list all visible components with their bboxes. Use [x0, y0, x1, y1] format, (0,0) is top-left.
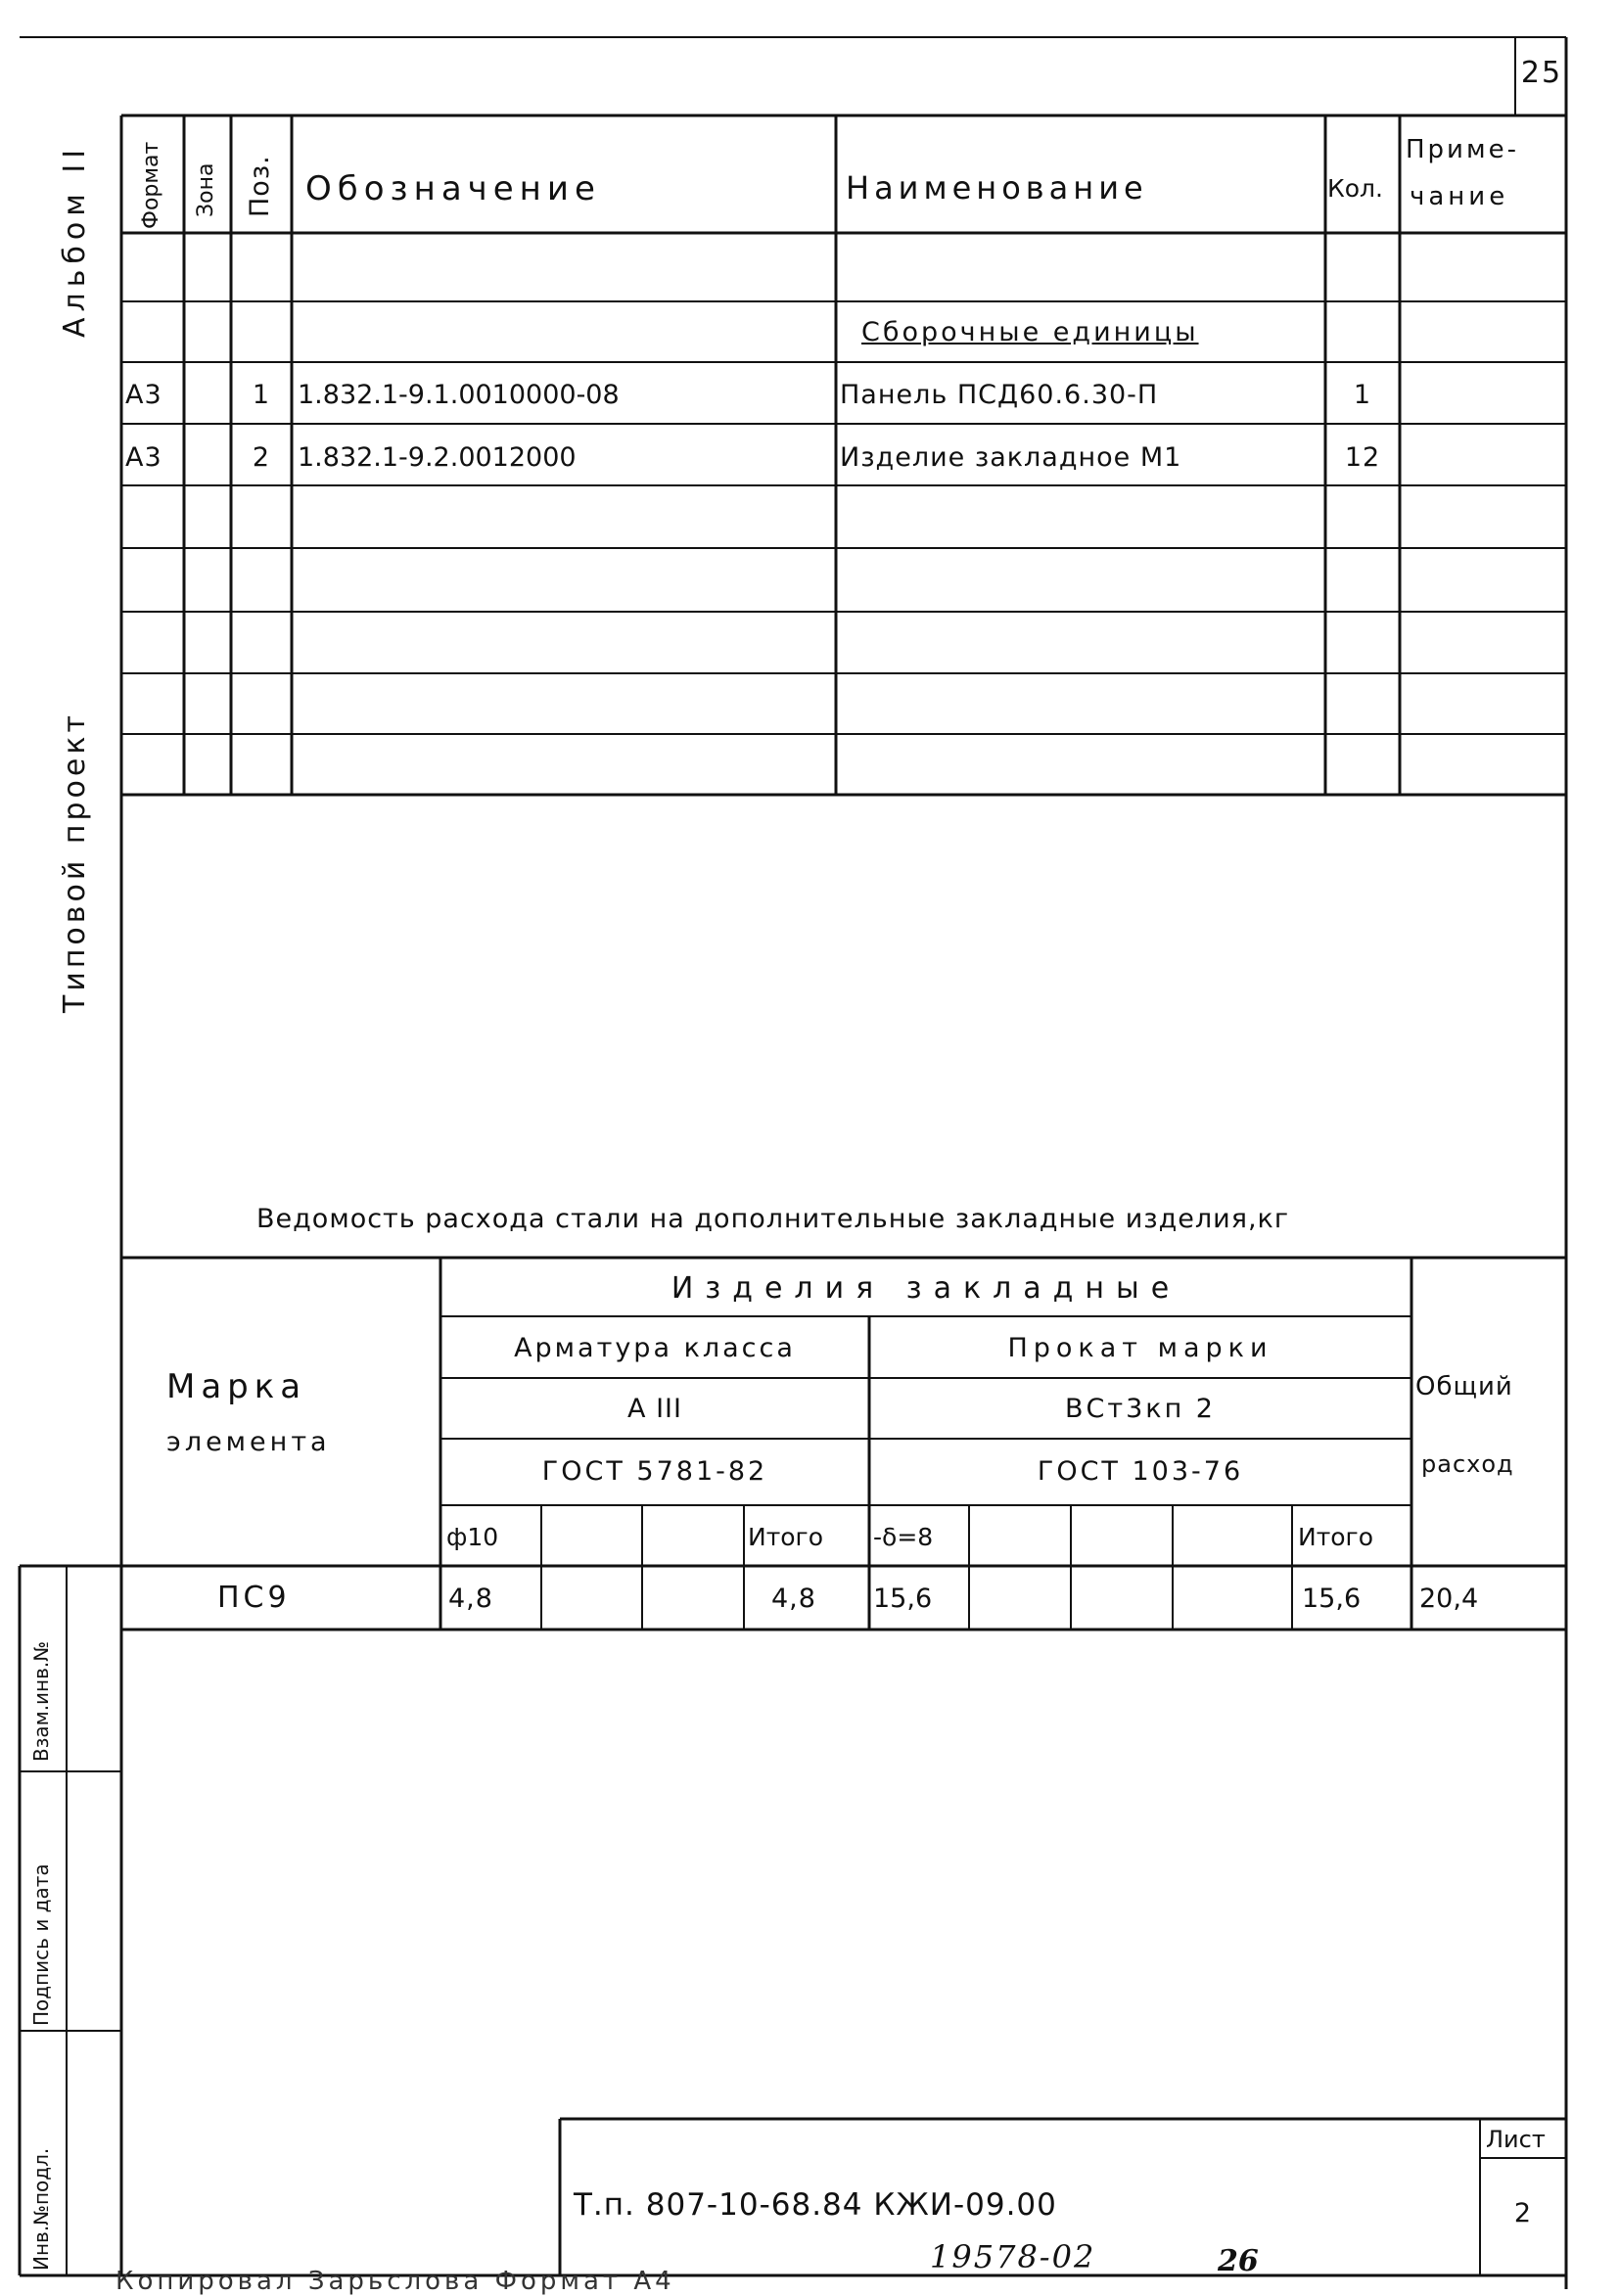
order-number: 19578-02	[930, 2238, 1096, 2275]
header-qty: Кол.	[1327, 174, 1383, 203]
header-zone: Зона	[194, 162, 218, 217]
album-label: Альбом II	[58, 143, 92, 338]
row-rolled-strip: 15,6	[873, 1584, 933, 1614]
rolled-gost: ГОСТ 103-76	[1037, 1456, 1244, 1487]
stamp-inv-no: Инв.№подл.	[29, 2147, 53, 2271]
header-note-line1: Приме-	[1406, 135, 1519, 164]
rebar-gost: ГОСТ 5781-82	[541, 1456, 768, 1487]
header-pos: Поз.	[245, 155, 275, 217]
page-number: 25	[1520, 56, 1563, 90]
row2-designation: 1.832.1-9.2.0012000	[298, 442, 577, 473]
row-rolled-total: 15,6	[1302, 1584, 1362, 1614]
row2-name: Изделие закладное М1	[840, 442, 1182, 473]
rolled-sub-total: Итого	[1298, 1523, 1373, 1551]
bottom-text: Копировал Зарьслова Формат А4	[116, 2267, 675, 2296]
row1-designation: 1.832.1-9.1.0010000-08	[298, 380, 620, 410]
row-total: 20,4	[1419, 1584, 1479, 1614]
rebar-sub-total: Итого	[748, 1523, 823, 1551]
copy-number: 26	[1218, 2244, 1259, 2278]
section-title: Сборочные единицы	[861, 317, 1199, 347]
total-label-line1: Общий	[1415, 1372, 1513, 1401]
mark-label-line1: Марка	[166, 1367, 307, 1406]
steel-table-title: Ведомость расхода стали на дополнительные закладные изделия,кг	[256, 1204, 1290, 1234]
rebar-label: Арматура класса	[514, 1333, 796, 1363]
sheet-label: Лист	[1486, 2126, 1546, 2153]
row1-pos: 1	[252, 380, 271, 410]
row-rebar-d10: 4,8	[448, 1584, 493, 1614]
title-block-code: Т.п. 807-10-68.84 КЖИ-09.00	[574, 2187, 1057, 2223]
row2-qty: 12	[1344, 442, 1381, 473]
rebar-sub-d10: ф10	[446, 1523, 499, 1551]
group-header: Изделия закладные	[671, 1271, 1181, 1306]
row2-pos: 2	[252, 442, 271, 473]
mark-label-line2: элемента	[166, 1427, 331, 1457]
stamp-sign-date: Подпись и дата	[29, 1863, 53, 2026]
row2-format: А3	[125, 442, 162, 473]
row-rebar-total: 4,8	[771, 1584, 816, 1614]
header-format: Формат	[139, 141, 163, 229]
row1-format: А3	[125, 380, 162, 410]
header-note-line2: чание	[1410, 182, 1509, 211]
rolled-grade: ВСт3кп 2	[1064, 1394, 1216, 1424]
total-label-line2: расход	[1421, 1450, 1514, 1478]
sheet-number: 2	[1513, 2198, 1533, 2228]
rolled-label: Прокат марки	[1007, 1333, 1273, 1363]
row-mark: ПС9	[217, 1581, 291, 1615]
row1-name: Панель ПСД60.6.30-П	[840, 380, 1159, 410]
project-label: Типовой проект	[58, 712, 92, 1013]
stamp-replace-inv: Взам.инв.№	[29, 1640, 53, 1762]
rebar-class: А III	[627, 1394, 682, 1424]
header-designation: Обозначение	[305, 169, 601, 208]
rolled-sub-strip: -δ=8	[873, 1523, 934, 1551]
header-name: Наименование	[846, 169, 1148, 207]
row1-qty: 1	[1353, 380, 1372, 410]
